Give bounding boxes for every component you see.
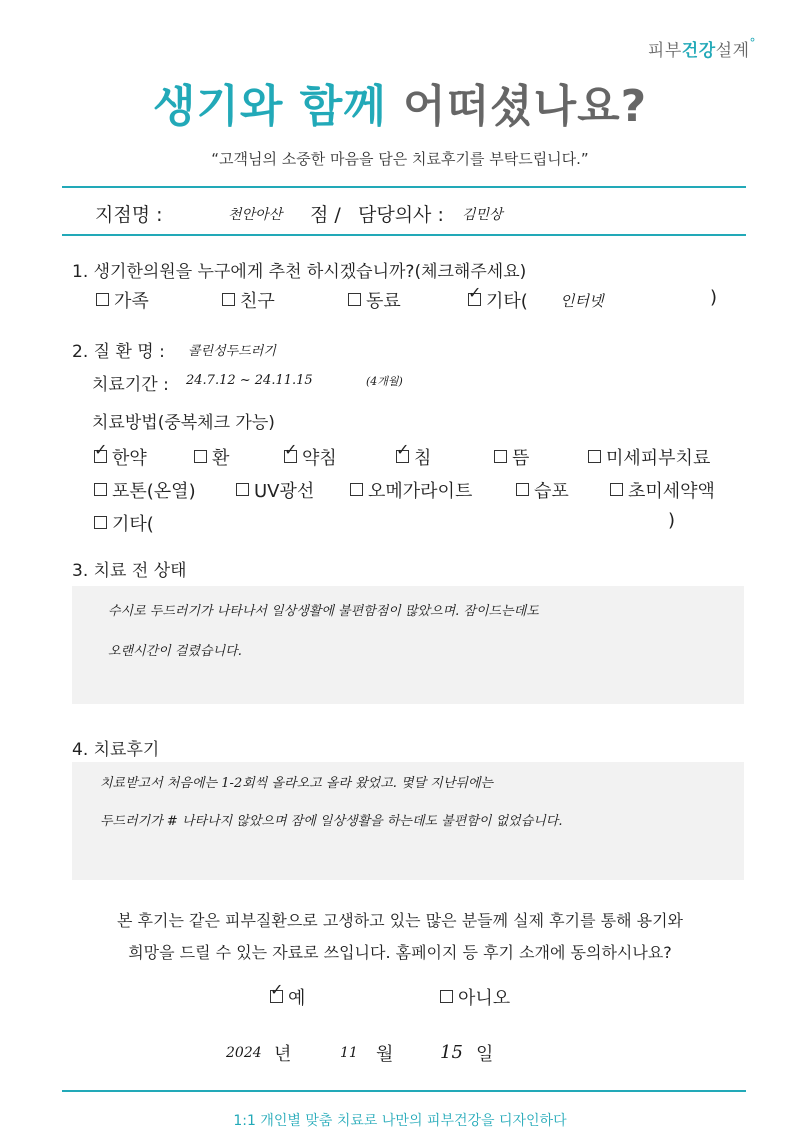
brand-text-post: 설계 (715, 41, 750, 61)
q2-period-note: (4개월) (366, 375, 403, 388)
method-photon[interactable]: 포톤(온열) (94, 477, 196, 503)
q1-other-close: ) (710, 287, 718, 308)
title-part2: 어떠셨나요? (403, 81, 648, 132)
q1-other-value[interactable]: 인터넷 (560, 292, 604, 310)
consent-yes[interactable]: ✓예 (270, 984, 305, 1010)
brand-text-highlight: 건강 (681, 41, 716, 61)
method-pharmacopuncture[interactable]: ✓ 약침 (284, 444, 337, 470)
doctor-value[interactable]: 김민상 (462, 207, 503, 223)
method-micro-skin[interactable]: 미세피부치료 (588, 444, 710, 470)
q1-label: 1. 생기한의원을 누구에게 추천 하시겠습니까?(체크해주세요) (72, 262, 527, 282)
checkbox[interactable] (348, 293, 361, 306)
method-acupuncture[interactable]: ✓ 침 (396, 444, 431, 470)
checkbox[interactable] (194, 450, 207, 463)
method-ultrafine[interactable]: 초미세약액 (610, 477, 715, 503)
title-part1: 생기와 함께 (152, 81, 387, 132)
checkbox[interactable] (222, 293, 235, 306)
brand-text-pre: 피부 (647, 41, 682, 61)
checkbox[interactable] (350, 483, 363, 496)
date-month-unit: 월 (376, 1044, 394, 1065)
method-other-close: ) (668, 510, 676, 531)
date-month[interactable]: 11 (340, 1045, 358, 1061)
divider-top (62, 186, 746, 188)
q2-method-label: 치료방법(중복체크 가능) (92, 413, 275, 433)
doctor-label: 담당의사 : (358, 204, 444, 226)
checkbox[interactable] (440, 990, 453, 1003)
checkbox[interactable] (588, 450, 601, 463)
q1-option-other[interactable]: ✓ 기타( (468, 287, 528, 313)
branch-suffix: 점 / (310, 204, 341, 226)
brand-mark: ° (749, 36, 756, 50)
consent-no[interactable]: 아니오 (440, 984, 510, 1010)
divider-branch (62, 234, 746, 236)
method-uv[interactable]: UV광선 (236, 477, 314, 503)
divider-footer (62, 1090, 746, 1092)
q1-option-friend[interactable]: 친구 (222, 287, 275, 313)
branch-value[interactable]: 천안아산 (228, 207, 283, 223)
q2-disease-value[interactable]: 콜린성두드러기 (188, 344, 276, 359)
checkbox-checked[interactable] (270, 990, 283, 1003)
consent-line1: 본 후기는 같은 피부질환으로 고생하고 있는 많은 분들께 실제 후기를 통해 용기와 (117, 911, 683, 930)
checkbox[interactable] (236, 483, 249, 496)
checkbox-checked[interactable] (94, 450, 107, 463)
checkbox[interactable] (96, 293, 109, 306)
q3-label: 3. 치료 전 상태 (72, 561, 187, 581)
q2-label: 2. 질 환 명 : (72, 342, 165, 362)
date-day[interactable]: 15 (440, 1042, 463, 1063)
checkbox[interactable] (494, 450, 507, 463)
q1-option-colleague[interactable]: 동료 (348, 287, 401, 313)
page-title (0, 70, 800, 134)
page-subtitle: “고객님의 소중한 마음을 담은 치료후기를 부탁드립니다.” (211, 150, 589, 168)
q1-option-family[interactable]: 가족 (96, 287, 149, 313)
checkbox-checked[interactable] (396, 450, 409, 463)
consent-line2: 희망을 드릴 수 있는 자료로 쓰입니다. 홈페이지 등 후기 소개에 동의하시나요? (128, 943, 672, 962)
checkbox[interactable] (94, 483, 107, 496)
method-other[interactable]: 기타( (94, 510, 154, 536)
method-moxibustion[interactable]: 뜸 (494, 444, 529, 470)
date-year[interactable]: 2024 (226, 1045, 262, 1061)
checkbox[interactable] (94, 516, 107, 529)
q3-answer-line1: 수시로 두드러기가 나타나서 일상생활에 불편함점이 많았으며. 잠이드는데도 (108, 604, 539, 619)
q2-period-label: 치료기간 : (92, 375, 169, 395)
method-pill[interactable]: 환 (194, 444, 229, 470)
checkbox[interactable] (610, 483, 623, 496)
brand-logo (648, 36, 756, 61)
date-year-unit: 년 (274, 1044, 292, 1065)
footer-slogan: 1:1 개인별 맞춤 치료로 나만의 피부건강을 디자인하다 (233, 1113, 567, 1129)
checkbox-checked[interactable] (284, 450, 297, 463)
q4-answer-line1: 치료받고서 처음에는 1-2회씩 올라오고 올라 왔었고. 몇달 지난뒤에는 (100, 776, 494, 791)
checkbox[interactable] (516, 483, 529, 496)
q2-period-value[interactable]: 24.7.12 ~ 24.11.15 (186, 373, 313, 388)
method-herbal[interactable]: ✓한약 (94, 444, 147, 470)
date-day-unit: 일 (476, 1044, 494, 1065)
q4-label: 4. 치료후기 (72, 740, 160, 760)
q4-answer-line2: 두드러기가 # 나타나지 않았으며 잠에 일상생활을 하는데도 불편함이 없었습니다. (100, 814, 563, 829)
method-compress[interactable]: 습포 (516, 477, 569, 503)
branch-label: 지점명 : (95, 204, 163, 226)
checkbox-checked[interactable] (468, 293, 481, 306)
method-omega-light[interactable]: 오메가라이트 (350, 477, 472, 503)
q3-answer-line2: 오랜시간이 걸렸습니다. (108, 644, 242, 659)
